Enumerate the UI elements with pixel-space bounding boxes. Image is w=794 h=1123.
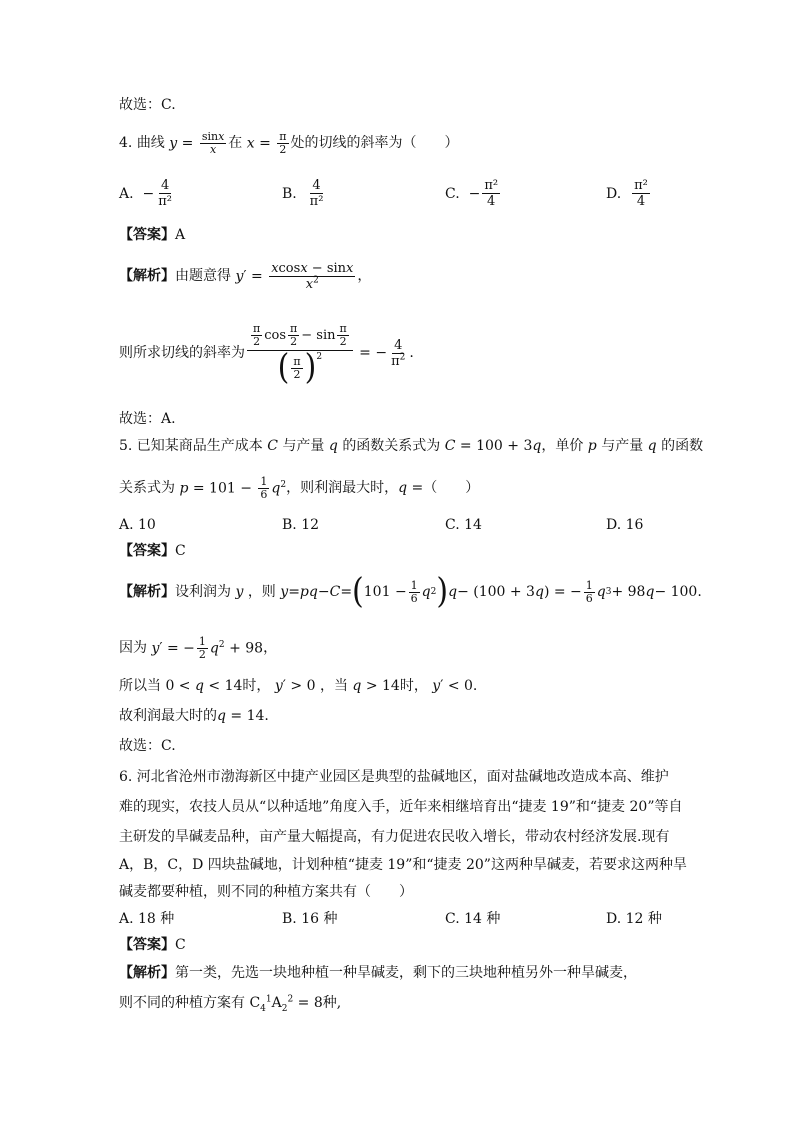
option-d: D. $\frac{\text{π²}}{4}$ <box>606 178 648 209</box>
formula: 0 < q < 14 <box>161 678 243 694</box>
text-line: 故选：C. <box>119 97 176 113</box>
option-b: B. 16 种 <box>282 911 338 927</box>
option-a: A. 10 <box>119 517 156 533</box>
answer-line <box>119 225 185 245</box>
formula: y′ > 0 <box>274 678 320 694</box>
option-d: D. 16 <box>606 517 644 533</box>
formula: y′ < 0. <box>432 678 478 694</box>
answer-value: A <box>175 227 186 243</box>
answer-line <box>119 541 186 561</box>
formula: q = 14. <box>217 708 269 724</box>
analysis-tag: 【解析】 <box>119 584 175 600</box>
formula: y′ = − $\frac{1}{2}$ $q^2 + 98$ <box>151 634 264 661</box>
analysis-tag: 【解析】 <box>119 268 175 284</box>
answer-value: C <box>175 543 186 559</box>
analysis-line: 【解析】 设利润为 y ，则 y = pq − C = ( 101 − $\frac{1}{6}$ q 2 ) q − (100 + 3 q ) = − $\frac{1}{6}$ q 3 + 98 q − 100. <box>119 571 702 612</box>
analysis-line: 所以当 0 < q < 14时， y′ > 0 ，当 q > 14时， y′ < 0. <box>119 678 478 694</box>
analysis-line: 【解析】 由题意得 y′ = $\frac{xcosx - \sin x}{x^2}$ ， <box>119 260 372 292</box>
answer-tag: 【答案】 <box>119 543 175 559</box>
option-b: B. 12 <box>282 517 320 533</box>
analysis-tag: 【解析】 <box>119 965 175 981</box>
formula: C = 100 + 3q <box>444 438 542 454</box>
question-6-stem: 难的现实，农技人员从“以种适地”角度入手，近年来相继培育出“捷麦 19”和“捷麦 20”等自 <box>119 799 683 815</box>
analysis-line: 则不同的种植方案有 $C_4^1A_2^2 = 8$种, <box>119 994 342 1014</box>
option-d: D. 12 种 <box>606 911 662 927</box>
text-line: 故选：A. <box>119 411 176 427</box>
question-5-stem: 关系式为 p = 101 − $\frac{1}{6}$ $q^2$ ，则利润最大时， q = （ ） <box>119 474 480 501</box>
formula: p = 101 − $\frac{1}{6}$ $q^2$ <box>179 474 287 501</box>
analysis-line: 则所求切线的斜率为 $\frac{\pi}{2}$ cos $\frac{\pi}{2}$ − sin $\frac{\pi}{2}$ ( $\frac{\pi}{2}$ ) 2 = − $\frac{4}{\pi^2}$ . <box>119 322 414 388</box>
question-6-stem: 6. 河北省沧州市渤海新区中捷产业园区是典型的盐碱地区，面对盐碱地改造成本高、维护 <box>119 769 669 785</box>
analysis-line: 【解析】第一类，先选一块地种植一种旱碱麦，剩下的三块地种植另外一种旱碱麦， <box>119 965 637 981</box>
question-6-stem: 主研发的旱碱麦品种，亩产量大幅提高，有力促进农民收入增长，带动农村经济发展.现有 <box>119 829 670 845</box>
formula: q > 14 <box>352 678 400 694</box>
option-a: A. − $\frac{4}{\text{π²}}$ <box>119 178 172 209</box>
formula: y′ = $\frac{xcosx - \sin x}{x^2}$ <box>235 260 354 292</box>
question-6-stem: A，B，C，D 四块盐碱地，计划种植“捷麦 19”和“捷麦 20”这两种旱碱麦，若要求这两种旱 <box>119 857 687 873</box>
option-c: C. 14 <box>445 517 482 533</box>
question-6-stem: 碱麦都要种植，则不同的种植方案共有（ ） <box>119 884 413 900</box>
formula: y = pq − C = ( 101 − $\frac{1}{6}$ q 2 ) q − (100 + 3 q ) = − $\frac{1}{6}$ q 3 + 98 q − 100. <box>280 571 702 612</box>
option-c: C. − $\frac{\text{π²}}{4}$ <box>445 178 499 209</box>
answer-line <box>119 935 186 955</box>
analysis-line: 因为 y′ = − $\frac{1}{2}$ $q^2 + 98$ ， <box>119 634 278 661</box>
formula: $\frac{\pi}{2}$ cos $\frac{\pi}{2}$ − sin $\frac{\pi}{2}$ ( $\frac{\pi}{2}$ ) 2 = − $\frac{4}{\pi^2}$ <box>245 323 409 383</box>
answer-tag: 【答案】 <box>119 227 175 243</box>
analysis-line: 故利润最大时的q = 14. <box>119 708 269 724</box>
option-a: A. 18 种 <box>119 911 175 927</box>
answer-tag: 【答案】 <box>119 937 175 953</box>
question-number: 4. <box>119 135 133 151</box>
formula: y = $\frac{\sin x}{x}$ <box>169 129 225 156</box>
option-b: B. $\frac{4}{\text{π²}}$ <box>282 178 324 209</box>
question-4-stem: 4. 曲线 y = $\frac{\sin x}{x}$ 在 x = $\frac{\pi}{2}$ 处的切线的斜率为（ ） <box>119 129 459 156</box>
text-line: 故选：C. <box>119 738 176 754</box>
question-5-stem: 5. 已知某商品生产成本 C 与产量 q 的函数关系式为 C = 100 + 3q，单价 p 与产量 q 的函数 <box>119 438 704 454</box>
formula: $C_4^1A_2^2 = 8$ <box>245 994 323 1014</box>
option-c: C. 14 种 <box>445 911 501 927</box>
answer-value: C <box>175 937 186 953</box>
formula: x = $\frac{\pi}{2}$ <box>246 129 287 156</box>
